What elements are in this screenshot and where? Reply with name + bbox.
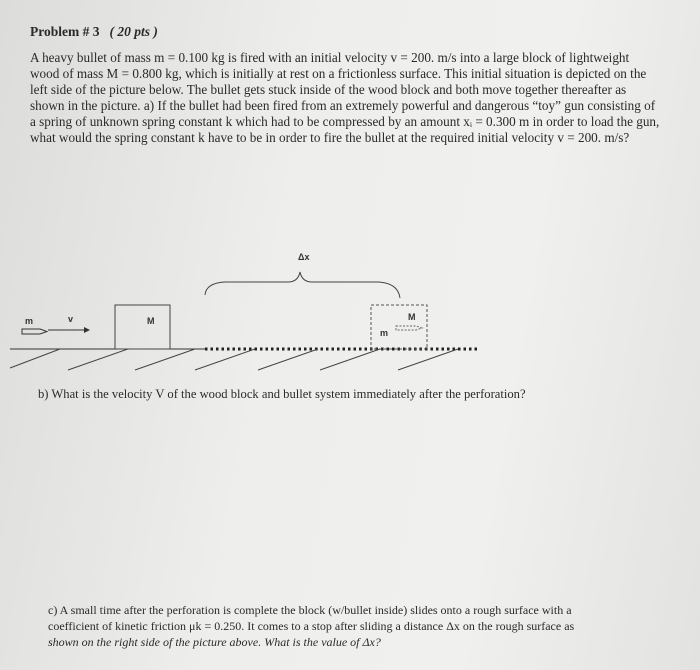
intro-line: shown in the picture. a) If the bullet had been fired from an extremely powerful and dangerous “toy” gun consisting of bbox=[30, 98, 656, 113]
intro-line: what would the spring constant k have to be in order to fire the bullet at the required initial velocity v = 200. m/s? bbox=[30, 130, 630, 145]
ground-hatching bbox=[10, 349, 458, 370]
intro-line: a spring of unknown spring constant k which had to be compressed by an amount xᵢ = 0.300 m in order to load the gun, bbox=[30, 114, 660, 129]
part-c-line: coefficient of kinetic friction μk = 0.250. It comes to a stop after sliding a distance Δx on the rough surface as bbox=[48, 619, 575, 633]
embedded-bullet-icon bbox=[396, 326, 422, 330]
final-bullet-label: m bbox=[380, 328, 389, 338]
problem-title bbox=[30, 24, 158, 40]
final-block-label: M bbox=[408, 312, 416, 322]
part-c-line: shown on the right side of the picture above. What is the value of Δx? bbox=[48, 635, 381, 649]
intro-line: wood of mass M = 0.800 kg, which is initially at rest on a frictionless surface. This initial situation is depicted on the bbox=[30, 66, 647, 81]
part-c-line: c) A small time after the perforation is complete the block (w/bullet inside) slides onto a rough surface with a bbox=[48, 603, 572, 617]
wood-block-initial bbox=[115, 305, 170, 349]
velocity-label: v bbox=[68, 314, 74, 324]
bullet-icon bbox=[22, 329, 47, 334]
distance-brace bbox=[205, 272, 400, 298]
part-b-question: b) What is the velocity V of the wood block and bullet system immediately after the perforation? bbox=[38, 387, 526, 401]
physics-diagram bbox=[0, 240, 700, 380]
intro-line: left side of the picture below. The bullet gets stuck inside of the wood block and both move together thereafter as bbox=[30, 82, 627, 97]
problem-number: Problem # 3 bbox=[30, 24, 100, 39]
intro-line: A heavy bullet of mass m = 0.100 kg is fired with an initial velocity v = 200. m/s into a large block of lightweight bbox=[30, 50, 630, 65]
bullet-label: m bbox=[25, 316, 34, 326]
distance-label: Δx bbox=[298, 252, 310, 262]
block-label: M bbox=[147, 316, 155, 326]
problem-points: ( 20 pts ) bbox=[109, 24, 158, 39]
arrowhead-icon bbox=[84, 327, 90, 333]
